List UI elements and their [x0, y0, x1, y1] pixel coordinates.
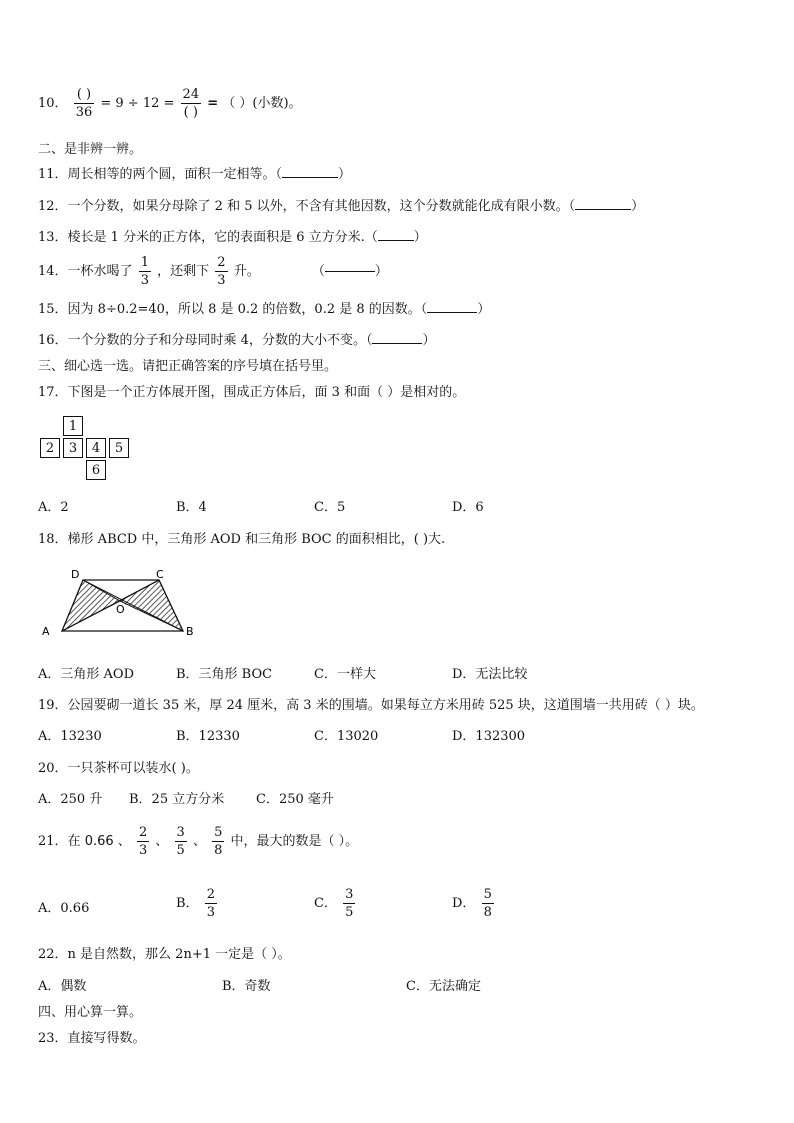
q21-option-c-denominator: 5 [345, 905, 354, 920]
q17-option-a[interactable]: A．2 [38, 500, 69, 515]
q21-option-b-label: B． [176, 896, 199, 911]
q16-close-paren: ） [422, 333, 436, 348]
q21-separator-2: 、 [155, 834, 169, 849]
question-10 [38, 88, 302, 119]
q21-option-b-fraction [205, 888, 217, 919]
section-3-heading: 三、细心选一选。请把正确答案的序号填在括号里。 [38, 359, 338, 374]
q10-equals: = [207, 96, 219, 111]
q21-option-b-denominator: 3 [206, 905, 215, 920]
q10-number: 10． [38, 96, 68, 111]
q21-option-d[interactable] [452, 888, 496, 919]
q14-close-paren: ） [374, 264, 388, 279]
q14-frac1-denominator: 3 [140, 273, 149, 288]
question-23: 23．直接写得数。 [38, 1031, 146, 1046]
label-o: O [116, 603, 125, 616]
q21-option-c-fraction [343, 888, 355, 919]
q14-open-paren: （ [311, 264, 325, 279]
q21-frac1-denominator: 3 [138, 843, 148, 858]
q15-answer-blank[interactable] [427, 312, 477, 313]
q12-answer-blank[interactable] [575, 209, 631, 210]
question-12 [38, 200, 644, 213]
question-13 [38, 231, 427, 244]
q14-prefix: 14．一杯水喝了 [38, 264, 133, 279]
q21-separator-3: 、 [192, 834, 206, 849]
question-16 [38, 334, 435, 347]
triangle-boc [120, 580, 183, 631]
q10-equation-1: = 9 ÷ 12 = [100, 96, 175, 111]
q21-option-b[interactable] [176, 888, 219, 919]
q10-tail: （ ）(小数)。 [222, 96, 302, 111]
q21-option-b-numerator: 2 [206, 887, 215, 902]
q13-text: 13．棱长是 1 分米的正方体，它的表面积是 6 立方分米.（ [38, 230, 378, 245]
label-c: C [156, 568, 164, 581]
section-2-heading: 二、是非辨一辨。 [38, 142, 143, 157]
q15-text: 15．因为 8÷0.2=40，所以 8 是 0.2 的倍数，0.2 是 8 的因数。（ [38, 302, 428, 317]
q21-prefix: 21．在 [38, 834, 81, 849]
q14-answer-blank[interactable] [325, 271, 375, 272]
q21-fraction-2 [175, 826, 187, 857]
q14-frac2-denominator: 3 [217, 273, 226, 288]
question-22: 22．n 是自然数，那么 2n+1 一定是（ ）。 [38, 947, 291, 962]
q21-option-d-fraction [482, 888, 494, 919]
q21-suffix: 中，最大的数是（ ）。 [230, 834, 359, 849]
q22-option-c[interactable]: C．无法确定 [406, 979, 481, 994]
q18-option-a[interactable]: A．三角形 AOD [38, 667, 134, 682]
question-18: 18．梯形 ABCD 中，三角形 AOD 和三角形 BOC 的面积相比，( )大. [38, 532, 446, 547]
label-a: A [42, 625, 50, 638]
q16-text: 16．一个分数的分子和分母同时乘 4，分数的大小不变。（ [38, 333, 373, 348]
q10-frac1-denominator: 36 [75, 105, 93, 120]
q10-frac2-denominator: ( ) [181, 103, 202, 119]
q21-frac2-numerator: 3 [176, 825, 185, 840]
q11-answer-blank[interactable] [282, 177, 338, 178]
q10-fraction-1 [74, 88, 95, 119]
q20-option-c[interactable]: C．250 毫升 [256, 792, 334, 807]
q19-option-a[interactable]: A．13230 [38, 729, 102, 744]
q21-option-c-label: C． [314, 896, 337, 911]
q13-answer-blank[interactable] [378, 240, 414, 241]
q12-close-paren: ） [631, 199, 645, 214]
q19-option-c[interactable]: C．13020 [314, 729, 379, 744]
question-19: 19．公园要砌一道长 35 米，厚 24 厘米，高 3 米的围墙。如果每立方米用砖 525 块，这道围墙一共用砖（ ）块。 [38, 698, 704, 713]
q21-option-c-numerator: 3 [345, 887, 354, 902]
net-face-1: 1 [63, 416, 83, 436]
q21-frac1-numerator: 2 [138, 825, 148, 840]
q21-option-d-numerator: 5 [483, 887, 492, 902]
q19-option-b[interactable]: B．12330 [176, 729, 240, 744]
label-b: B [186, 625, 194, 638]
q21-frac3-numerator: 5 [214, 825, 223, 840]
q21-option-d-label: D． [452, 896, 476, 911]
q15-close-paren: ） [477, 302, 491, 317]
net-face-3: 3 [63, 438, 83, 458]
q21-fraction-1 [137, 826, 149, 857]
q21-frac3-denominator: 8 [214, 843, 223, 858]
q21-frac2-denominator: 5 [176, 843, 185, 858]
trapezoid-diagram [38, 566, 198, 638]
q18-option-b[interactable]: B．三角形 BOC [176, 667, 273, 682]
q20-option-a[interactable]: A．250 升 [38, 792, 103, 807]
question-15 [38, 303, 490, 316]
question-20: 20．一只茶杯可以装水( )。 [38, 761, 199, 776]
q17-option-d[interactable]: D．6 [452, 500, 484, 515]
q11-text: 11．周长相等的两个圆，面积一定相等。（ [38, 167, 283, 182]
q12-text: 12．一个分数，如果分母除了 2 和 5 以外，不含有其他因数，这个分数就能化成有限小数。（ [38, 199, 576, 214]
q10-frac1-numerator: ( ) [76, 87, 92, 102]
question-14 [38, 256, 388, 287]
q14-fraction-2 [215, 256, 227, 287]
q14-suffix: 升。 [233, 264, 260, 279]
q21-option-d-denominator: 8 [483, 905, 492, 920]
q14-frac1-numerator: 1 [140, 255, 149, 270]
q20-option-b[interactable]: B．25 立方分米 [129, 792, 225, 807]
q11-close-paren: ） [338, 167, 352, 182]
q17-option-c[interactable]: C．5 [314, 500, 346, 515]
section-4-heading: 四、用心算一算。 [38, 1005, 143, 1020]
q14-fraction-1 [139, 256, 151, 287]
net-face-2: 2 [40, 438, 60, 458]
q21-option-c[interactable] [314, 888, 357, 919]
q22-option-a[interactable]: A．偶数 [38, 979, 87, 994]
q21-fraction-3 [212, 826, 224, 857]
q16-answer-blank[interactable] [372, 343, 422, 344]
q10-frac2-numerator: 24 [182, 87, 200, 102]
q19-option-d[interactable]: D．132300 [452, 729, 526, 744]
q10-fraction-2 [181, 88, 202, 119]
q18-option-c[interactable]: C．一样大 [314, 667, 376, 682]
net-face-6: 6 [86, 460, 106, 480]
net-face-5: 5 [109, 438, 129, 458]
q14-middle: ，还剩下 [157, 264, 210, 279]
label-d: D [71, 568, 80, 581]
question-21 [38, 826, 358, 857]
question-17: 17．下图是一个正方体展开图，围成正方体后，面 3 和面（ ）是相对的。 [38, 385, 466, 400]
question-11 [38, 168, 351, 181]
q18-option-d[interactable]: D．无法比较 [452, 667, 528, 682]
q14-frac2-numerator: 2 [217, 255, 226, 270]
q17-option-b[interactable]: B．4 [176, 500, 207, 515]
q21-separator-1: 、 [117, 834, 131, 849]
net-face-4: 4 [86, 438, 106, 458]
q13-close-paren: ） [413, 230, 427, 245]
q21-option-a[interactable]: A．0.66 [38, 901, 90, 916]
q21-decimal: 0.66 [84, 834, 114, 849]
q22-option-b[interactable]: B．奇数 [222, 979, 271, 994]
